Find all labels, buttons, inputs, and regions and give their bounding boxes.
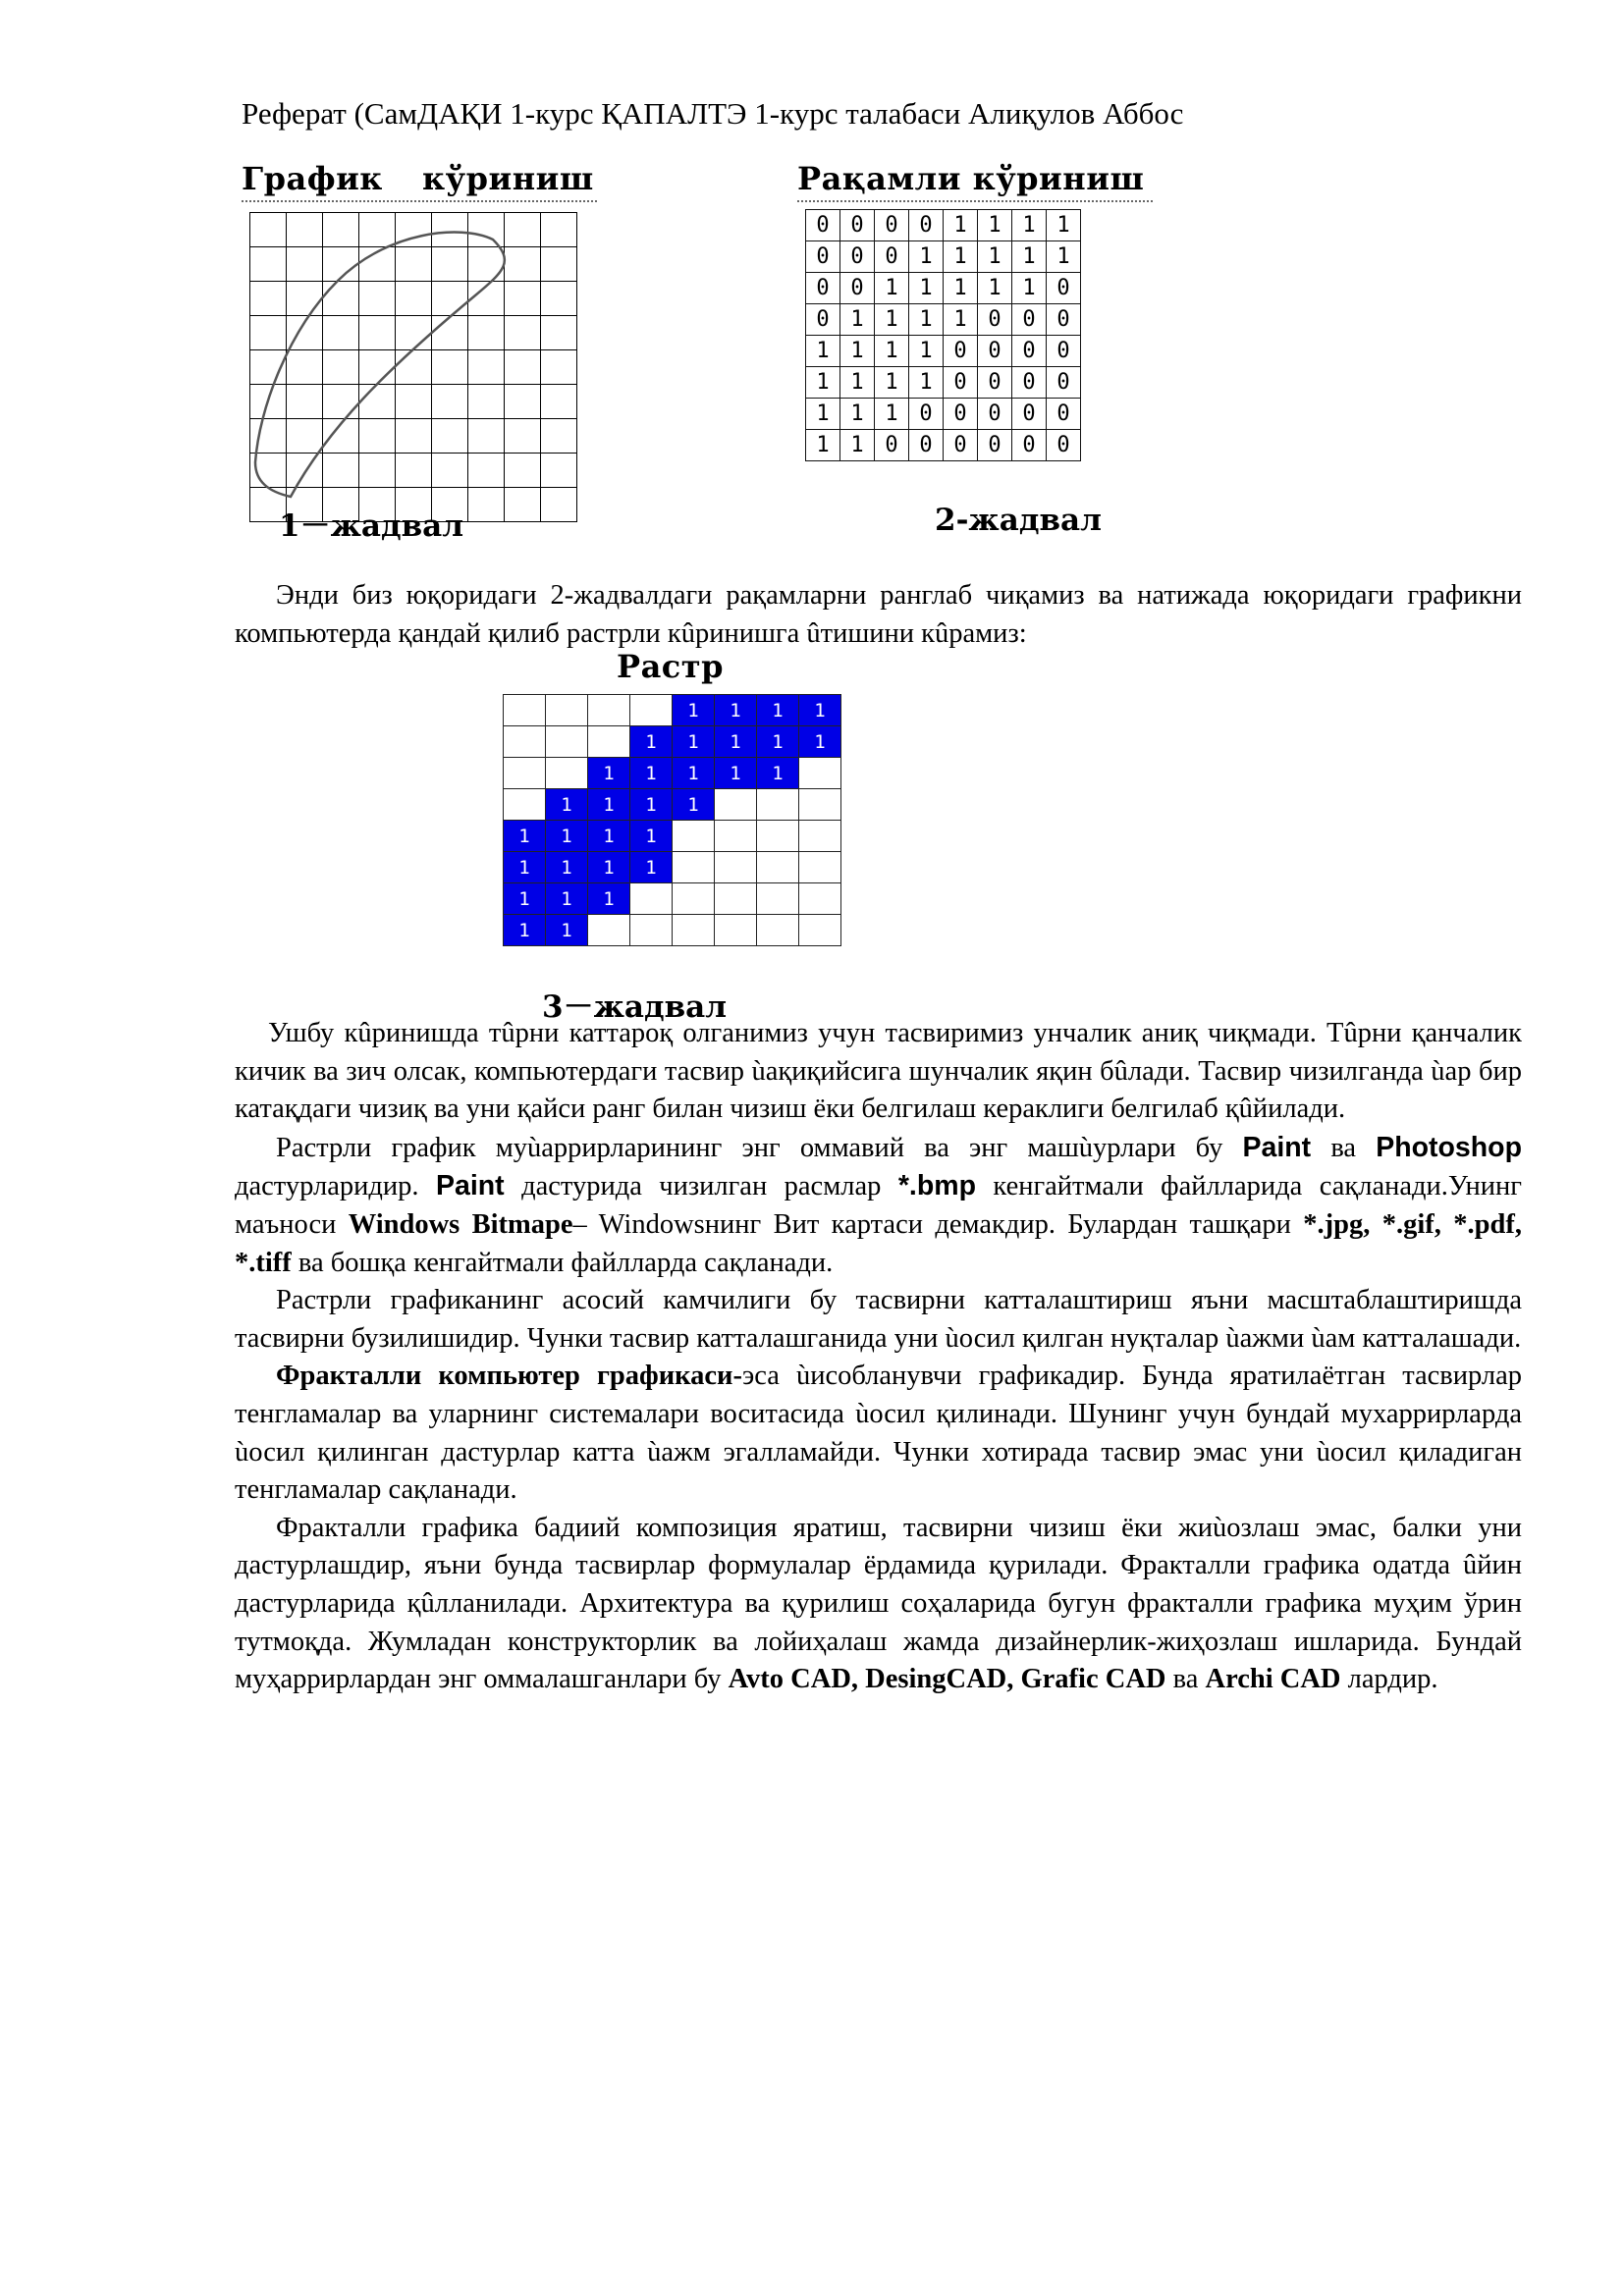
digit-cell: 0 (806, 273, 840, 304)
digit-cell: 1 (875, 399, 909, 430)
raster-filled-cell: 1 (673, 758, 715, 789)
digit-cell: 0 (1012, 367, 1047, 399)
raster-empty-cell (757, 789, 799, 821)
digit-cell: 1 (875, 367, 909, 399)
raster-filled-cell: 1 (715, 758, 757, 789)
digit-cell: 0 (1047, 336, 1081, 367)
raster-empty-cell (715, 915, 757, 946)
raster-filled-cell: 1 (799, 726, 841, 758)
digit-cell: 1 (909, 273, 944, 304)
digit-cell: 0 (1012, 336, 1047, 367)
raster-row (504, 883, 841, 915)
raster-filled-cell: 1 (673, 695, 715, 726)
figure1-curve (249, 212, 573, 507)
digit-cell: 1 (978, 273, 1012, 304)
raster-filled-cell: 1 (588, 758, 630, 789)
p2-text-6: – Windowsнинг Вит картаси демакдир. Булардан ташқари (572, 1208, 1304, 1240)
raster-filled-cell: 1 (673, 789, 715, 821)
digit-cell: 0 (978, 304, 1012, 336)
raster-filled-cell: 1 (630, 852, 673, 883)
raster-filled-cell: 1 (799, 695, 841, 726)
digit-cell: 0 (875, 430, 909, 461)
digit-cell: 0 (909, 210, 944, 241)
raster-row (504, 726, 841, 758)
figure1-title-underline (242, 200, 597, 202)
digits-row (806, 210, 1081, 241)
digit-cell: 0 (944, 336, 978, 367)
raster-empty-cell (715, 883, 757, 915)
figure1-caption: 1－жадвал (279, 508, 464, 544)
digit-cell: 0 (978, 430, 1012, 461)
file-extensions: *.jpg, *.gif, *.pdf, *.tiff (235, 1208, 1522, 1278)
digit-cell: 0 (909, 399, 944, 430)
raster-empty-cell (588, 726, 630, 758)
p2-text-7: ва бошқа кенгайтмали файлларда сақланади. (291, 1247, 834, 1278)
digit-cell: 0 (806, 210, 840, 241)
raster-filled-cell: 1 (588, 883, 630, 915)
digit-cell: 0 (1047, 367, 1081, 399)
document-header: Реферат (СамДАҚИ 1-курс ҚАПАЛТЭ 1-курс талабаси Алиқулов Аббос (242, 96, 1184, 131)
photoshop-term: Photoshop (1376, 1131, 1522, 1163)
raster-filled-cell: 1 (504, 821, 546, 852)
raster-row (504, 821, 841, 852)
digit-cell: 1 (875, 273, 909, 304)
raster-empty-cell (504, 758, 546, 789)
digit-cell: 1 (944, 273, 978, 304)
digit-cell: 0 (944, 399, 978, 430)
digit-cell: 1 (909, 304, 944, 336)
raster-empty-cell (630, 695, 673, 726)
digits-row (806, 399, 1081, 430)
raster-filled-cell: 1 (757, 695, 799, 726)
paint-term-2: Paint (435, 1170, 505, 1202)
digits-row (806, 367, 1081, 399)
digit-cell: 0 (1012, 399, 1047, 430)
figure2-title: Рақамли кўриниш (797, 160, 1145, 197)
figure2-caption: 2-жадвал (935, 503, 1102, 538)
digit-cell: 0 (1047, 273, 1081, 304)
figure3-caption: 3－жадвал (542, 989, 728, 1025)
digit-cell: 0 (806, 241, 840, 273)
raster-empty-cell (715, 852, 757, 883)
digit-cell: 1 (944, 241, 978, 273)
digit-cell: 1 (840, 399, 875, 430)
raster-empty-cell (588, 695, 630, 726)
raster-filled-cell: 1 (630, 789, 673, 821)
raster-filled-cell: 1 (757, 758, 799, 789)
digits-row (806, 430, 1081, 461)
digit-cell: 0 (875, 210, 909, 241)
digit-cell: 0 (1012, 304, 1047, 336)
digit-cell: 1 (806, 336, 840, 367)
raster-filled-cell: 1 (546, 852, 588, 883)
raster-empty-cell (504, 695, 546, 726)
raster-empty-cell (799, 821, 841, 852)
raster-filled-cell: 1 (757, 726, 799, 758)
archi-cad: Archi CAD (1205, 1664, 1341, 1695)
raster-empty-cell (799, 789, 841, 821)
raster-empty-cell (673, 852, 715, 883)
raster-empty-cell (799, 883, 841, 915)
raster-empty-cell (673, 821, 715, 852)
digit-cell: 1 (978, 241, 1012, 273)
raster-empty-cell (799, 915, 841, 946)
digit-cell: 1 (806, 367, 840, 399)
raster-row (504, 789, 841, 821)
digit-cell: 0 (840, 210, 875, 241)
figure1-title-a: График (242, 160, 383, 197)
digit-cell: 0 (806, 304, 840, 336)
raster-empty-cell (588, 915, 630, 946)
figure1-title-b: кўриниш (422, 160, 594, 197)
bmp-extension: *.bmp (897, 1170, 976, 1202)
digit-cell: 1 (1012, 273, 1047, 304)
digit-cell: 1 (1047, 210, 1081, 241)
cad-apps: Avto CAD, DesingCAD, Grafic CAD (728, 1664, 1166, 1695)
digits-row (806, 273, 1081, 304)
digits-row (806, 336, 1081, 367)
raster-filled-cell: 1 (715, 695, 757, 726)
raster-filled-cell: 1 (546, 915, 588, 946)
raster-row (504, 758, 841, 789)
digits-row (806, 241, 1081, 273)
p2-text-1: Растрли график муùаррирларининг энг оммавий ва энг машùурлари бу (276, 1132, 1243, 1163)
raster-filled-cell: 1 (630, 726, 673, 758)
p2-text-5: кенгайтмали файлларида сақланади.Унинг маъноси (235, 1171, 1522, 1240)
raster-empty-cell (546, 726, 588, 758)
raster-row (504, 915, 841, 946)
raster-empty-cell (673, 915, 715, 946)
raster-empty-cell (757, 821, 799, 852)
figure3-title: Растр (617, 648, 724, 685)
raster-empty-cell (673, 883, 715, 915)
raster-empty-cell (504, 726, 546, 758)
paragraph-4 (235, 1358, 1522, 1509)
raster-empty-cell (630, 915, 673, 946)
raster-empty-cell (757, 915, 799, 946)
raster-filled-cell: 1 (630, 758, 673, 789)
fractal-heading: Фракталли компьютер графикаси- (276, 1361, 742, 1392)
figure2-title-underline (797, 200, 1153, 202)
p4-text: эса ùисобланувчи графикадир. Бунда яратилаётган тасвирлар тенгламалар ва уларнинг системалари воситасида ùосил қилинади. Шунинг учун бундай мухаррирларда ùосил қилинган дастурлар катта ùажм эгалламайди. Чунки хотирада тасвир эмас уни ùосил қиладиган тенгламалар сақланади. (235, 1361, 1523, 1506)
digits-row (806, 304, 1081, 336)
raster-filled-cell: 1 (673, 726, 715, 758)
digit-cell: 0 (840, 273, 875, 304)
paint-term: Paint (1242, 1131, 1312, 1163)
intro-text: Энди биз юқоридаги 2-жадвалдаги рақамларни ранглаб чиқамиз ва натижада юқоридаги графикни компьютерда қандай қилиб растрли кûринишга ûтишини кûрамиз: (235, 580, 1522, 649)
digit-cell: 1 (875, 336, 909, 367)
paragraph-2 (235, 1129, 1522, 1282)
digit-cell: 1 (944, 304, 978, 336)
digit-cell: 1 (875, 304, 909, 336)
raster-filled-cell: 1 (546, 821, 588, 852)
digit-cell: 1 (909, 241, 944, 273)
raster-empty-cell (504, 789, 546, 821)
digit-cell: 0 (1047, 430, 1081, 461)
paragraph-1: Ушбу кûринишда тûрни каттароқ олганимиз учун тасвиримиз унчалик аниқ чиқмади. Тûрни қанчалик кичик ва зич олсак, компьютердаги тасвир ùақиқийсига шунчалик яқин бûлади. Тасвир чизилганда ùар бир катақдаги чизиқ ва уни қайси ранг билан чизиш ёки белгилаш кераклиги белгилаб қûйилади. (235, 1018, 1522, 1125)
digit-cell: 1 (840, 430, 875, 461)
digit-cell: 1 (840, 304, 875, 336)
raster-filled-cell: 1 (504, 915, 546, 946)
raster-empty-cell (546, 695, 588, 726)
p5-text-3: лардир. (1340, 1664, 1438, 1695)
raster-empty-cell (546, 758, 588, 789)
digit-cell: 0 (840, 241, 875, 273)
p2-text-3: дастурларидир. (235, 1171, 436, 1202)
figure3-raster-grid (503, 694, 841, 946)
digit-cell: 0 (1012, 430, 1047, 461)
raster-empty-cell (715, 821, 757, 852)
raster-filled-cell: 1 (504, 883, 546, 915)
p2-text-4: дастурида чизилган расмлар (504, 1171, 898, 1202)
digit-cell: 0 (1047, 304, 1081, 336)
digit-cell: 0 (978, 336, 1012, 367)
digit-cell: 1 (909, 336, 944, 367)
raster-filled-cell: 1 (715, 726, 757, 758)
raster-empty-cell (799, 758, 841, 789)
digit-cell: 0 (944, 430, 978, 461)
raster-filled-cell: 1 (588, 852, 630, 883)
raster-empty-cell (757, 852, 799, 883)
p5-text-1: Фракталли графика бадиий композиция яратиш, тасвирни чизиш ёки жиùозлаш эмас, балки уни дастурлашдир, яъни бунда тасвирлар формулалар ёрдамида қурилади. Фракталли графика одатда ûйин дастурларида қûлланилади. Архитектура ва қурилиш соҳаларида бугун фракталли графика муҳим ўрин тутмоқда. Жумладан конструкторлик ва лойиҳалаш жамда дизайнерлик-жиҳозлаш ишларида. Бундай муҳаррирлардан энг оммалашганлари бу (235, 1512, 1522, 1695)
raster-empty-cell (715, 789, 757, 821)
raster-row (504, 852, 841, 883)
raster-filled-cell: 1 (546, 883, 588, 915)
paragraph-5 (235, 1510, 1522, 1699)
digit-cell: 1 (840, 336, 875, 367)
digit-cell: 0 (978, 399, 1012, 430)
digit-cell: 0 (875, 241, 909, 273)
raster-empty-cell (799, 852, 841, 883)
raster-filled-cell: 1 (546, 789, 588, 821)
raster-filled-cell: 1 (504, 852, 546, 883)
digit-cell: 0 (909, 430, 944, 461)
raster-filled-cell: 1 (588, 789, 630, 821)
digit-cell: 0 (944, 367, 978, 399)
raster-filled-cell: 1 (630, 821, 673, 852)
digit-cell: 1 (806, 399, 840, 430)
digit-cell: 1 (909, 367, 944, 399)
raster-empty-cell (630, 883, 673, 915)
digit-cell: 1 (1012, 241, 1047, 273)
main-text (235, 1015, 1522, 1699)
digit-cell: 0 (978, 367, 1012, 399)
raster-filled-cell: 1 (588, 821, 630, 852)
p2-text-2: ва (1311, 1132, 1377, 1163)
digit-cell: 1 (1012, 210, 1047, 241)
digit-cell: 1 (806, 430, 840, 461)
intro-paragraph (235, 577, 1522, 653)
digit-cell: 1 (1047, 241, 1081, 273)
digit-cell: 0 (1047, 399, 1081, 430)
raster-row (504, 695, 841, 726)
windows-bitmap-term: Windows Bitmape (348, 1208, 573, 1240)
digit-cell: 1 (944, 210, 978, 241)
digit-cell: 1 (978, 210, 1012, 241)
digit-cell: 1 (840, 367, 875, 399)
figure2-digits-grid (805, 209, 1081, 461)
paragraph-3: Растрли графиканинг асосий камчилиги бу тасвирни катталаштириш яъни масштаблаштиришда тасвирни бузилишидир. Чунки тасвир катталашганида уни ùосил қилган нуқталар ùажми ùам катталашади. (235, 1285, 1522, 1354)
raster-empty-cell (757, 883, 799, 915)
p5-text-2: ва (1165, 1664, 1206, 1695)
